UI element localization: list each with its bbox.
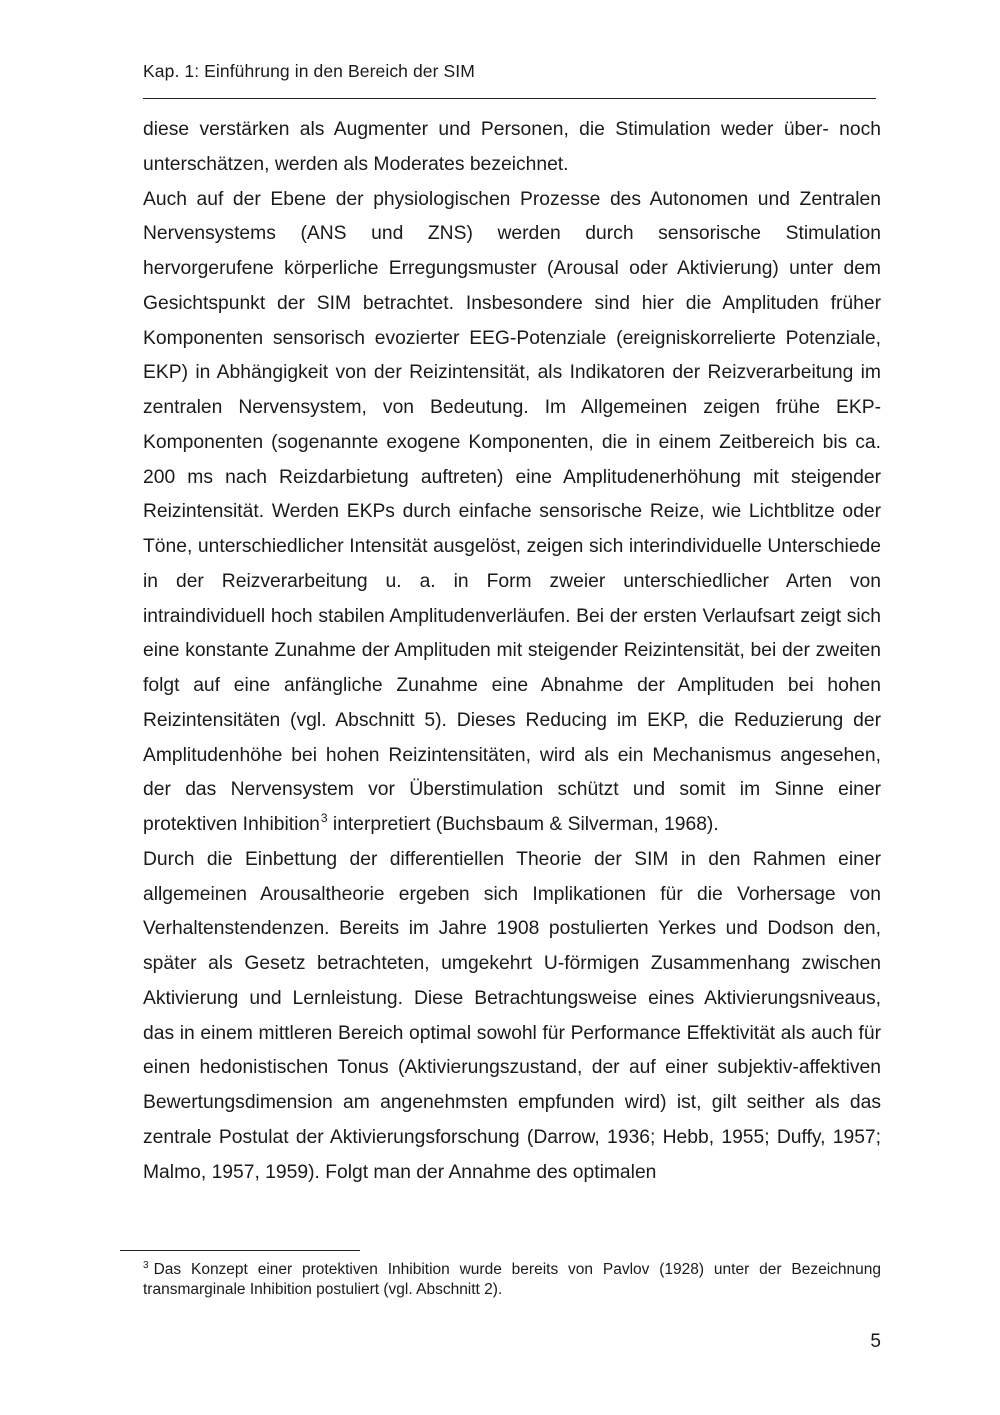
header-rule xyxy=(143,98,876,99)
footnote-rule xyxy=(120,1250,360,1251)
paragraph-1: diese verstärken als Augmenter und Personen, die Stimulation weder über- noch unterschätzen, werden als Moderates bezeichnet. xyxy=(143,119,881,175)
body-text xyxy=(143,113,881,1190)
paragraph-3: Durch die Einbettung der differentiellen Theorie der SIM in den Rahmen einer allgemeinen Arousaltheorie ergeben sich Implikationen für die Vorhersage von Verhaltenstendenzen. Bereits im Jahre 1908 postulierten Yerkes und Dodson den, später als Gesetz betrachteten, umgekehrt U-förmigen Zusammenhang zwischen Aktivierung und Lernleistung. Diese Betrachtungsweise eines Aktivierungsniveaus, das in einem mittleren Bereich optimal sowohl für Performance Effektivität als auch für einen hedonistischen Tonus (Aktivierungszustand, der auf einer subjektiv-affektiven Bewertungsdimension am angenehmsten empfunden wird) ist, gilt seither als das zentrale Postulat der Aktivierungsforschung (Darrow, 1936; Hebb, 1955; Duffy, 1957; Malmo, 1957, 1959). Folgt man der Annahme des optimalen xyxy=(143,848,881,1183)
running-header: Kap. 1: Einführung in den Bereich der SIM xyxy=(143,61,475,81)
paragraph-2-text: Auch auf der Ebene der physiologischen Prozesse des Autonomen und Zentralen Nervensystems (ANS und ZNS) werden durch sensorische Stimulation hervorgerufene körperliche Erregungsmuster (Arousal oder Aktivierung) unter dem Gesichtspunkt der SIM betrachtet. Insbesondere sind hier die Amplituden früher Komponenten sensorisch evozierter EEG-Potenziale (ereigniskorrelierte Potenziale, EKP) in Abhängigkeit von der Reizintensität, als Indikatoren der Reizverarbeitung im zentralen Nervensystem, von Bedeutung. Im Allgemeinen zeigen frühe EKP-Komponenten (sogenannte exogene Komponenten, die in einem Zeitbereich bis ca. 200 ms nach Reizdarbietung auftreten) eine Amplitudenerhöhung mit steigender Reizintensität. Werden EKPs durch einfache sensorische Reize, wie Lichtblitze oder Töne, unterschiedlicher Intensität ausgelöst, zeigen sich interindividuelle Unterschiede in der Reizverarbeitung u. a. in Form zweier unterschiedlicher Arten von intraindividuell hoch stabilen Amplitudenverläufen. Bei der ersten Verlaufsart zeigt sich eine konstante Zunahme der Amplituden mit steigender Reizintensität, bei der zweiten folgt auf eine anfängliche Zunahme eine Abnahme der Amplituden bei hohen Reizintensitäten (vgl. Abschnitt 5). Dieses Reducing im EKP, die Reduzierung der Amplitudenhöhe bei hohen Reizintensitäten, wird als ein Mechanismus angesehen, der das Nervensystem vor Überstimulation schützt und somit im Sinne einer protektiven Inhibition xyxy=(143,188,881,835)
footnote-marker: 3 xyxy=(143,1260,149,1271)
page-number: 5 xyxy=(870,1331,881,1352)
footnote-reference[interactable]: 3 xyxy=(320,811,328,825)
footnote-text: Das Konzept einer protektiven Inhibition wurde bereits von Pavlov (1928) unter der Bezeichnung transmarginale Inhibition postuliert (vgl. Abschnitt 2). xyxy=(143,1261,881,1298)
paragraph-2 xyxy=(143,183,881,843)
paragraph-2-text-end: interpretiert (Buchsbaum & Silverman, 1968). xyxy=(327,814,719,835)
footnote xyxy=(143,1260,881,1300)
